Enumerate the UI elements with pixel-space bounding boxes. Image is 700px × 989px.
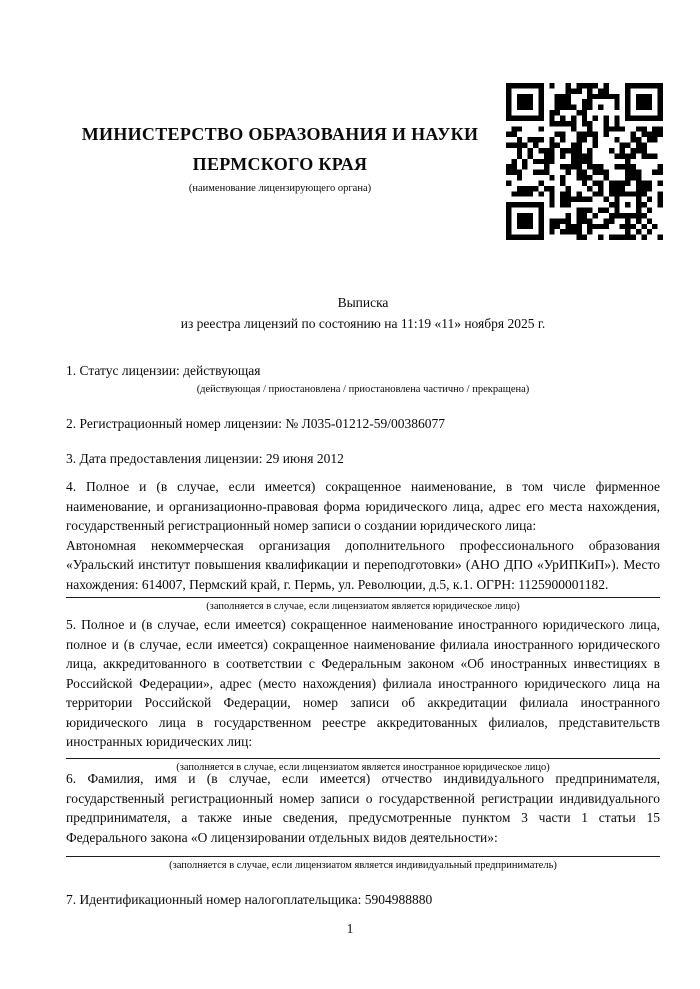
legal-entity-intro: 4. Полное и (в случае, если имеется) сокращенное наименование, в том числе фирменное наименование, и организационно-правовая форма юридического лица, адрес его места нахождения, государственный регистрационный номер записи о создании юридического лица: — [66, 479, 660, 533]
individual-entrepreneur-caption: (заполняется в случае, если лицензиатом является индивидуальный предприниматель) — [169, 860, 557, 871]
taxpayer-number-text: 7. Идентификационный номер налогоплательщика: 5904988880 — [66, 892, 433, 907]
document-title-line2: из реестра лицензий по состоянию на 11:19 «11» ноября 2025 г. — [180, 316, 546, 331]
registration-number-text: 2. Регистрационный номер лицензии: № Л035-01212-59/00386077 — [66, 416, 446, 431]
ministry-header — [64, 119, 496, 195]
fill-in-line — [66, 597, 660, 598]
ministry-name-line2: ПЕРМСКОГО КРАЯ — [192, 154, 368, 174]
legal-entity-caption: (заполняется в случае, если лицензиатом является юридическое лицо) — [206, 601, 520, 612]
ministry-name-line1: МИНИСТЕРСТВО ОБРАЗОВАНИЯ И НАУКИ — [81, 124, 479, 144]
fill-in-line — [66, 758, 660, 759]
licensing-authority-caption: (наименование лицензирующего органа) — [188, 183, 372, 194]
foreign-legal-entity-caption: (заполняется в случае, если лицензиатом является иностранное юридическое лицо) — [176, 761, 550, 773]
item-license-grant-date — [66, 449, 660, 469]
document-title-line1: Выписка — [337, 295, 389, 310]
item-foreign-legal-entity — [66, 615, 660, 774]
item-license-status — [66, 361, 660, 396]
item-registration-number — [66, 414, 660, 434]
qr-code — [506, 83, 663, 240]
item-individual-entrepreneur — [66, 769, 660, 872]
document-title — [66, 292, 660, 334]
individual-entrepreneur-intro: 6. Фамилия, имя и (в случае, если имеется) отчество индивидуального предпринимателя, государственный регистрационный номер записи о государственной регистрации индивидуального предпринимателя, а также иные сведения, предусмотренные пунктом 3 части 1 статьи 15 Федерального закона «О лицензировании отдельных видов деятельности»: — [66, 771, 660, 845]
license-status-options-caption: (действующая / приостановлена / приостановлена частично / прекращена) — [196, 383, 530, 395]
license-status-text: 1. Статус лицензии: действующая — [66, 363, 261, 378]
foreign-legal-entity-intro: 5. Полное и (в случае, если имеется) сокращенное наименование иностранного юридического лица, полное и (в случае, если имеется) сокращенное наименование филиала иностранного юридического лица, аккредитованного в соответствии с Федеральным законом «Об иностранных инвестициях в Российской Федерации», адрес (место нахождения) филиала иностранного юридического лица на территории Российской Федерации, номер записи об аккредитации филиала иностранного юридического лица в государственном реестре аккредитованных филиалов, представительств иностранных юридических лиц: — [66, 617, 660, 749]
legal-entity-value: Автономная некоммерческая организация дополнительного профессионального образования «Уральский институт повышения квалификации и переподготовки» (АНО ДПО «УрИПКиП»). Место нахождения: 614007, Пермский край, г. Пермь, ул. Революции, д.5, к.1. ОГРН: 1125900001182. — [66, 537, 660, 592]
fill-in-line — [66, 856, 660, 857]
qr-code-image — [506, 83, 663, 240]
page-number: 1 — [346, 921, 354, 936]
item-taxpayer-number — [66, 890, 660, 910]
item-legal-entity — [66, 477, 660, 613]
license-grant-date-text: 3. Дата предоставления лицензии: 29 июня 2012 — [66, 451, 344, 466]
